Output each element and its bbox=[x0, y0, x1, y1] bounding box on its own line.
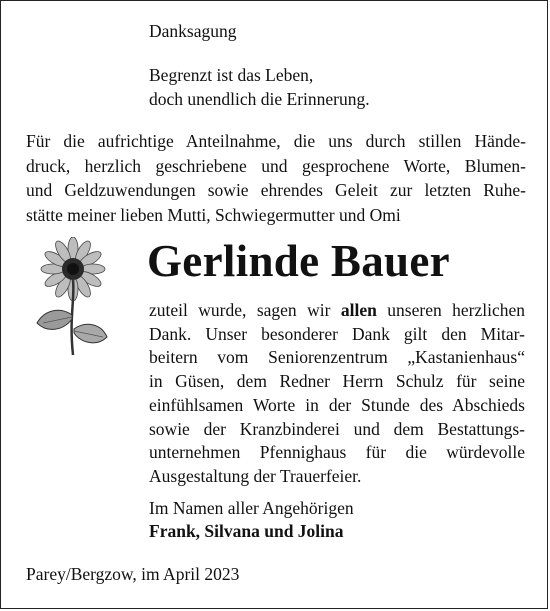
place-date: Parey/Bergzow, im April 2023 bbox=[26, 564, 240, 584]
thanks-text: zuteil wurde, sagen wir bbox=[149, 300, 341, 320]
thanks-paragraph bbox=[149, 299, 525, 489]
thanks-line bbox=[149, 299, 525, 323]
intro-line: druck, herzlich geschriebene und gesprochene Worte, Blumen- bbox=[26, 155, 526, 176]
intro-line: stätte meiner lieben Mutti, Schwiegermutter und Omi bbox=[26, 204, 401, 225]
intro-line: und Geldzuwendungen sowie ehrendes Geleit zur letzten Ruhe- bbox=[26, 180, 526, 200]
thanks-emphasis: allen bbox=[340, 300, 377, 320]
thanks-line: Dank. Unser besonderer Dank gilt den Mitar- bbox=[149, 323, 525, 344]
verse bbox=[149, 63, 370, 111]
deceased-name: Gerlinde Bauer bbox=[147, 236, 450, 286]
notice-heading: Danksagung bbox=[149, 21, 237, 41]
thanks-line: beitern vom Seniorenzentrum „Kastanienhaus“ bbox=[149, 347, 525, 368]
intro-paragraph bbox=[26, 129, 526, 227]
thanks-line: unternehmen Pfennighaus für die würdevolle bbox=[149, 442, 525, 463]
thanks-line: in Güsen, dem Redner Herrn Schulz für seine bbox=[149, 371, 525, 392]
verse-line: doch unendlich die Erinnerung. bbox=[149, 89, 370, 109]
thanks-line: einfühlsamen Worte in der Stunde des Abschieds bbox=[149, 394, 525, 415]
signature-names: Frank, Silvana und Jolina bbox=[149, 521, 344, 541]
thanks-line: Ausgestaltung der Trauerfeier. bbox=[149, 465, 362, 486]
verse-line: Begrenzt ist das Leben, bbox=[149, 65, 314, 85]
sunflower-icon bbox=[23, 237, 123, 357]
signature-intro: Im Namen aller Angehörigen bbox=[149, 498, 354, 518]
thanks-line: sowie der Kranzbinderei und dem Bestattungs- bbox=[149, 418, 525, 439]
thanks-text: unseren herzlichen bbox=[376, 300, 526, 320]
intro-line: Für die aufrichtige Anteilnahme, die uns durch stillen Hände- bbox=[26, 131, 526, 151]
